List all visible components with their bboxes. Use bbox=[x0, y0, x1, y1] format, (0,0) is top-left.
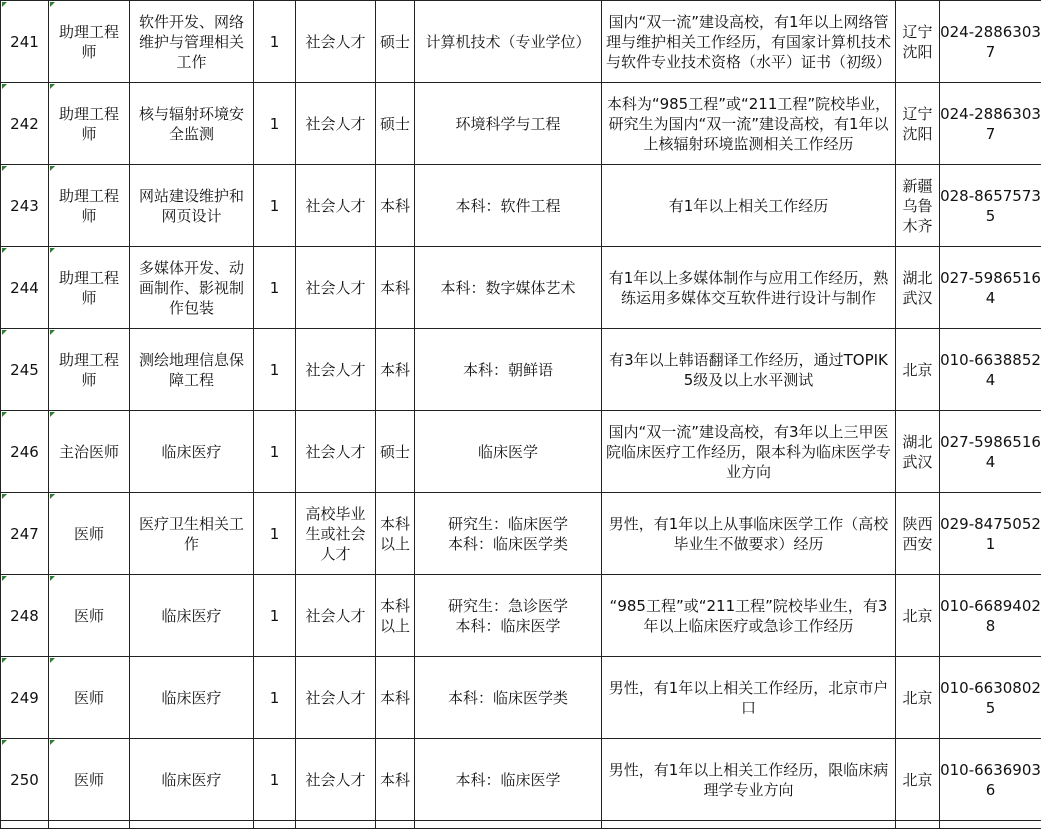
headcount: 1 bbox=[269, 278, 280, 297]
table-row bbox=[1, 493, 1041, 575]
source-cell bbox=[296, 411, 376, 493]
requirements: 男性，有1年以上相关工作经历，北京市户口 bbox=[608, 678, 889, 717]
job-title-cell bbox=[49, 657, 130, 739]
contact-phone: 027-59865164 bbox=[940, 432, 1041, 471]
row-number: 249 bbox=[10, 688, 39, 707]
location-cell bbox=[896, 657, 940, 739]
phone-cell bbox=[940, 165, 1041, 247]
comment-marker-icon bbox=[50, 658, 55, 663]
phone-cell bbox=[940, 1, 1041, 83]
source-cell bbox=[296, 165, 376, 247]
job-title-cell bbox=[49, 411, 130, 493]
location-cell bbox=[896, 739, 940, 821]
count-cell bbox=[254, 493, 296, 575]
position-cell bbox=[130, 575, 254, 657]
work-location: 北京 bbox=[902, 688, 933, 707]
empty-cell bbox=[1, 821, 49, 829]
major: 本科：数字媒体艺术 bbox=[440, 278, 576, 297]
education-level: 本科以上 bbox=[379, 596, 410, 635]
phone-cell bbox=[940, 83, 1041, 165]
contact-phone: 010-66894028 bbox=[940, 596, 1041, 635]
position-name: 测绘地理信息保障工程 bbox=[138, 350, 244, 389]
major-cell bbox=[415, 247, 602, 329]
position-cell bbox=[130, 411, 254, 493]
work-location: 湖北武汉 bbox=[902, 432, 933, 471]
position-cell bbox=[130, 493, 254, 575]
table-row bbox=[1, 1, 1041, 83]
education-level: 硕士 bbox=[379, 32, 410, 51]
phone-cell bbox=[940, 247, 1041, 329]
job-title-cell bbox=[49, 165, 130, 247]
requirements: 有1年以上相关工作经历 bbox=[668, 196, 829, 215]
count-cell bbox=[254, 1, 296, 83]
phone-cell bbox=[940, 493, 1041, 575]
comment-marker-icon bbox=[2, 330, 7, 335]
headcount: 1 bbox=[269, 688, 280, 707]
count-cell bbox=[254, 83, 296, 165]
work-location: 辽宁沈阳 bbox=[902, 22, 933, 61]
comment-marker-icon bbox=[50, 166, 55, 171]
education-cell bbox=[376, 739, 415, 821]
position-name: 临床医疗 bbox=[161, 688, 222, 707]
comment-marker-icon bbox=[2, 740, 7, 745]
education-cell bbox=[376, 411, 415, 493]
count-cell bbox=[254, 739, 296, 821]
position-name: 软件开发、网络维护与管理相关工作 bbox=[138, 12, 244, 71]
position-cell bbox=[130, 657, 254, 739]
requirements: 男性，有1年以上相关工作经历，限临床病理学专业方向 bbox=[608, 760, 889, 799]
contact-phone: 028-86575735 bbox=[940, 186, 1041, 225]
count-cell bbox=[254, 329, 296, 411]
comment-marker-icon bbox=[2, 412, 7, 417]
job-title-cell bbox=[49, 329, 130, 411]
location-cell bbox=[896, 83, 940, 165]
contact-phone: 027-59865164 bbox=[940, 268, 1041, 307]
education-cell bbox=[376, 657, 415, 739]
location-cell bbox=[896, 165, 940, 247]
contact-phone: 029-84750521 bbox=[940, 514, 1041, 553]
major-cell bbox=[415, 1, 602, 83]
table-body bbox=[1, 1, 1041, 829]
table-row bbox=[1, 411, 1041, 493]
major: 本科：软件工程 bbox=[455, 196, 561, 215]
count-cell bbox=[254, 575, 296, 657]
job-title: 医师 bbox=[73, 688, 104, 707]
comment-marker-icon bbox=[2, 576, 7, 581]
candidate-source: 社会人才 bbox=[305, 196, 366, 215]
position-cell bbox=[130, 1, 254, 83]
position-name: 临床医疗 bbox=[161, 770, 222, 789]
work-location: 北京 bbox=[902, 606, 933, 625]
major: 研究生：急诊医学 本科：临床医学 bbox=[447, 596, 568, 635]
education-level: 硕士 bbox=[379, 114, 410, 133]
major: 本科：临床医学 bbox=[455, 770, 561, 789]
table-row bbox=[1, 83, 1041, 165]
row-number-cell bbox=[1, 657, 49, 739]
job-title: 助理工程师 bbox=[58, 22, 119, 61]
major-cell bbox=[415, 411, 602, 493]
position-cell bbox=[130, 739, 254, 821]
headcount: 1 bbox=[269, 524, 280, 543]
position-cell bbox=[130, 329, 254, 411]
source-cell bbox=[296, 575, 376, 657]
education-cell bbox=[376, 575, 415, 657]
comment-marker-icon bbox=[2, 166, 7, 171]
empty-cell bbox=[130, 821, 254, 829]
empty-cell bbox=[940, 821, 1041, 829]
work-location: 北京 bbox=[902, 770, 933, 789]
candidate-source: 社会人才 bbox=[305, 278, 366, 297]
requirements: 有3年以上韩语翻译工作经历，通过TOPIK5级及以上水平测试 bbox=[609, 350, 888, 389]
table-row bbox=[1, 165, 1041, 247]
candidate-source: 社会人才 bbox=[305, 442, 366, 461]
education-cell bbox=[376, 83, 415, 165]
education-cell bbox=[376, 493, 415, 575]
education-cell bbox=[376, 247, 415, 329]
major: 本科：临床医学类 bbox=[447, 688, 568, 707]
education-level: 本科以上 bbox=[379, 514, 410, 553]
source-cell bbox=[296, 739, 376, 821]
row-number-cell bbox=[1, 411, 49, 493]
row-number: 250 bbox=[10, 770, 39, 789]
location-cell bbox=[896, 493, 940, 575]
position-name: 多媒体开发、动画制作、影视制作包装 bbox=[138, 258, 244, 317]
row-number: 247 bbox=[10, 524, 39, 543]
contact-phone: 024-28863037 bbox=[940, 22, 1041, 61]
major-cell bbox=[415, 493, 602, 575]
position-name: 临床医疗 bbox=[161, 606, 222, 625]
row-number-cell bbox=[1, 247, 49, 329]
location-cell bbox=[896, 247, 940, 329]
table-row bbox=[1, 575, 1041, 657]
table-row bbox=[1, 247, 1041, 329]
job-title: 助理工程师 bbox=[58, 104, 119, 143]
job-title: 主治医师 bbox=[58, 442, 119, 461]
candidate-source: 高校毕业生或社会人才 bbox=[305, 504, 366, 563]
table-row bbox=[1, 739, 1041, 821]
source-cell bbox=[296, 657, 376, 739]
empty-cell bbox=[602, 821, 896, 829]
location-cell bbox=[896, 575, 940, 657]
requirements-cell bbox=[602, 493, 896, 575]
empty-cell bbox=[896, 821, 940, 829]
major: 研究生：临床医学 本科：临床医学类 bbox=[447, 514, 568, 553]
requirements-cell bbox=[602, 575, 896, 657]
major-cell bbox=[415, 739, 602, 821]
position-name: 网站建设维护和网页设计 bbox=[138, 186, 244, 225]
education-cell bbox=[376, 165, 415, 247]
candidate-source: 社会人才 bbox=[305, 360, 366, 379]
requirements-cell bbox=[602, 247, 896, 329]
job-title: 医师 bbox=[73, 770, 104, 789]
headcount: 1 bbox=[269, 606, 280, 625]
phone-cell bbox=[940, 657, 1041, 739]
row-number: 241 bbox=[10, 32, 39, 51]
requirements-cell bbox=[602, 165, 896, 247]
major: 环境科学与工程 bbox=[455, 114, 561, 133]
major: 本科：朝鲜语 bbox=[462, 360, 553, 379]
count-cell bbox=[254, 411, 296, 493]
row-number: 243 bbox=[10, 196, 39, 215]
comment-marker-icon bbox=[50, 330, 55, 335]
comment-marker-icon bbox=[50, 2, 55, 7]
row-number-cell bbox=[1, 329, 49, 411]
table-row-partial bbox=[1, 821, 1041, 829]
work-location: 新疆乌鲁木齐 bbox=[902, 176, 933, 235]
row-number-cell bbox=[1, 83, 49, 165]
education-level: 本科 bbox=[379, 770, 410, 789]
major-cell bbox=[415, 83, 602, 165]
requirements-cell bbox=[602, 83, 896, 165]
row-number-cell bbox=[1, 739, 49, 821]
row-number-cell bbox=[1, 575, 49, 657]
education-cell bbox=[376, 1, 415, 83]
education-level: 本科 bbox=[379, 196, 410, 215]
work-location: 湖北武汉 bbox=[902, 268, 933, 307]
requirements: “985工程”或“211工程”院校毕业生，有3年以上临床医疗或急诊工作经历 bbox=[609, 596, 888, 635]
requirements: 本科为“985工程”或“211工程”院校毕业，研究生为国内“双一流”建设高校，有1年以上核辐射环境监测相关工作经历 bbox=[606, 94, 891, 153]
major-cell bbox=[415, 657, 602, 739]
job-title: 医师 bbox=[73, 606, 104, 625]
position-name: 临床医疗 bbox=[161, 442, 222, 461]
comment-marker-icon bbox=[50, 412, 55, 417]
table-row bbox=[1, 329, 1041, 411]
job-title-cell bbox=[49, 575, 130, 657]
contact-phone: 024-28863037 bbox=[940, 104, 1041, 143]
requirements-cell bbox=[602, 411, 896, 493]
education-level: 本科 bbox=[379, 688, 410, 707]
row-number-cell bbox=[1, 1, 49, 83]
headcount: 1 bbox=[269, 114, 280, 133]
job-title-cell bbox=[49, 739, 130, 821]
comment-marker-icon bbox=[50, 84, 55, 89]
position-name: 核与辐射环境安全监测 bbox=[138, 104, 244, 143]
phone-cell bbox=[940, 575, 1041, 657]
headcount: 1 bbox=[269, 770, 280, 789]
job-title-cell bbox=[49, 247, 130, 329]
requirements: 有1年以上多媒体制作与应用工作经历，熟练运用多媒体交互软件进行设计与制作 bbox=[608, 268, 889, 307]
requirements-cell bbox=[602, 1, 896, 83]
headcount: 1 bbox=[269, 442, 280, 461]
location-cell bbox=[896, 329, 940, 411]
empty-cell bbox=[49, 821, 130, 829]
table-row bbox=[1, 657, 1041, 739]
headcount: 1 bbox=[269, 360, 280, 379]
candidate-source: 社会人才 bbox=[305, 32, 366, 51]
phone-cell bbox=[940, 739, 1041, 821]
candidate-source: 社会人才 bbox=[305, 114, 366, 133]
row-number: 244 bbox=[10, 278, 39, 297]
phone-cell bbox=[940, 329, 1041, 411]
education-cell bbox=[376, 329, 415, 411]
source-cell bbox=[296, 247, 376, 329]
candidate-source: 社会人才 bbox=[305, 688, 366, 707]
job-title-cell bbox=[49, 83, 130, 165]
education-level: 本科 bbox=[379, 278, 410, 297]
position-name: 医疗卫生相关工作 bbox=[138, 514, 244, 553]
major: 临床医学 bbox=[477, 442, 538, 461]
job-title-cell bbox=[49, 493, 130, 575]
candidate-source: 社会人才 bbox=[305, 606, 366, 625]
job-title: 助理工程师 bbox=[58, 268, 119, 307]
empty-cell bbox=[415, 821, 602, 829]
comment-marker-icon bbox=[50, 740, 55, 745]
row-number: 246 bbox=[10, 442, 39, 461]
major-cell bbox=[415, 575, 602, 657]
row-number-cell bbox=[1, 493, 49, 575]
headcount: 1 bbox=[269, 196, 280, 215]
position-cell bbox=[130, 83, 254, 165]
education-level: 硕士 bbox=[379, 442, 410, 461]
location-cell bbox=[896, 1, 940, 83]
empty-cell bbox=[376, 821, 415, 829]
count-cell bbox=[254, 165, 296, 247]
count-cell bbox=[254, 657, 296, 739]
contact-phone: 010-66308025 bbox=[940, 678, 1041, 717]
comment-marker-icon bbox=[2, 84, 7, 89]
row-number: 245 bbox=[10, 360, 39, 379]
job-title-cell bbox=[49, 1, 130, 83]
source-cell bbox=[296, 83, 376, 165]
requirements-cell bbox=[602, 739, 896, 821]
comment-marker-icon bbox=[2, 248, 7, 253]
candidate-source: 社会人才 bbox=[305, 770, 366, 789]
count-cell bbox=[254, 247, 296, 329]
source-cell bbox=[296, 493, 376, 575]
comment-marker-icon bbox=[2, 658, 7, 663]
empty-cell bbox=[296, 821, 376, 829]
work-location: 陕西西安 bbox=[902, 514, 933, 553]
major: 计算机技术（专业学位） bbox=[425, 32, 591, 51]
position-cell bbox=[130, 165, 254, 247]
work-location: 辽宁沈阳 bbox=[902, 104, 933, 143]
row-number: 242 bbox=[10, 114, 39, 133]
comment-marker-icon bbox=[50, 576, 55, 581]
job-title: 助理工程师 bbox=[58, 350, 119, 389]
work-location: 北京 bbox=[902, 360, 933, 379]
requirements-cell bbox=[602, 657, 896, 739]
contact-phone: 010-66369036 bbox=[940, 760, 1041, 799]
job-title: 医师 bbox=[73, 524, 104, 543]
headcount: 1 bbox=[269, 32, 280, 51]
major-cell bbox=[415, 165, 602, 247]
source-cell bbox=[296, 1, 376, 83]
comment-marker-icon bbox=[2, 2, 7, 7]
requirements: 国内“双一流”建设高校，有3年以上三甲医院临床医疗工作经历，限本科为临床医学专业方向 bbox=[606, 422, 892, 481]
phone-cell bbox=[940, 411, 1041, 493]
source-cell bbox=[296, 329, 376, 411]
education-level: 本科 bbox=[379, 360, 410, 379]
requirements-cell bbox=[602, 329, 896, 411]
row-number: 248 bbox=[10, 606, 39, 625]
comment-marker-icon bbox=[50, 494, 55, 499]
job-title: 助理工程师 bbox=[58, 186, 119, 225]
major-cell bbox=[415, 329, 602, 411]
requirements: 国内“双一流”建设高校，有1年以上网络管理与维护相关工作经历，有国家计算机技术与软件专业技术资格（水平）证书（初级） bbox=[606, 12, 892, 71]
position-cell bbox=[130, 247, 254, 329]
comment-marker-icon bbox=[2, 494, 7, 499]
requirements: 男性，有1年以上从事临床医学工作（高校毕业生不做要求）经历 bbox=[608, 514, 889, 553]
empty-cell bbox=[254, 821, 296, 829]
row-number-cell bbox=[1, 165, 49, 247]
contact-phone: 010-66388524 bbox=[940, 350, 1041, 389]
comment-marker-icon bbox=[50, 248, 55, 253]
location-cell bbox=[896, 411, 940, 493]
